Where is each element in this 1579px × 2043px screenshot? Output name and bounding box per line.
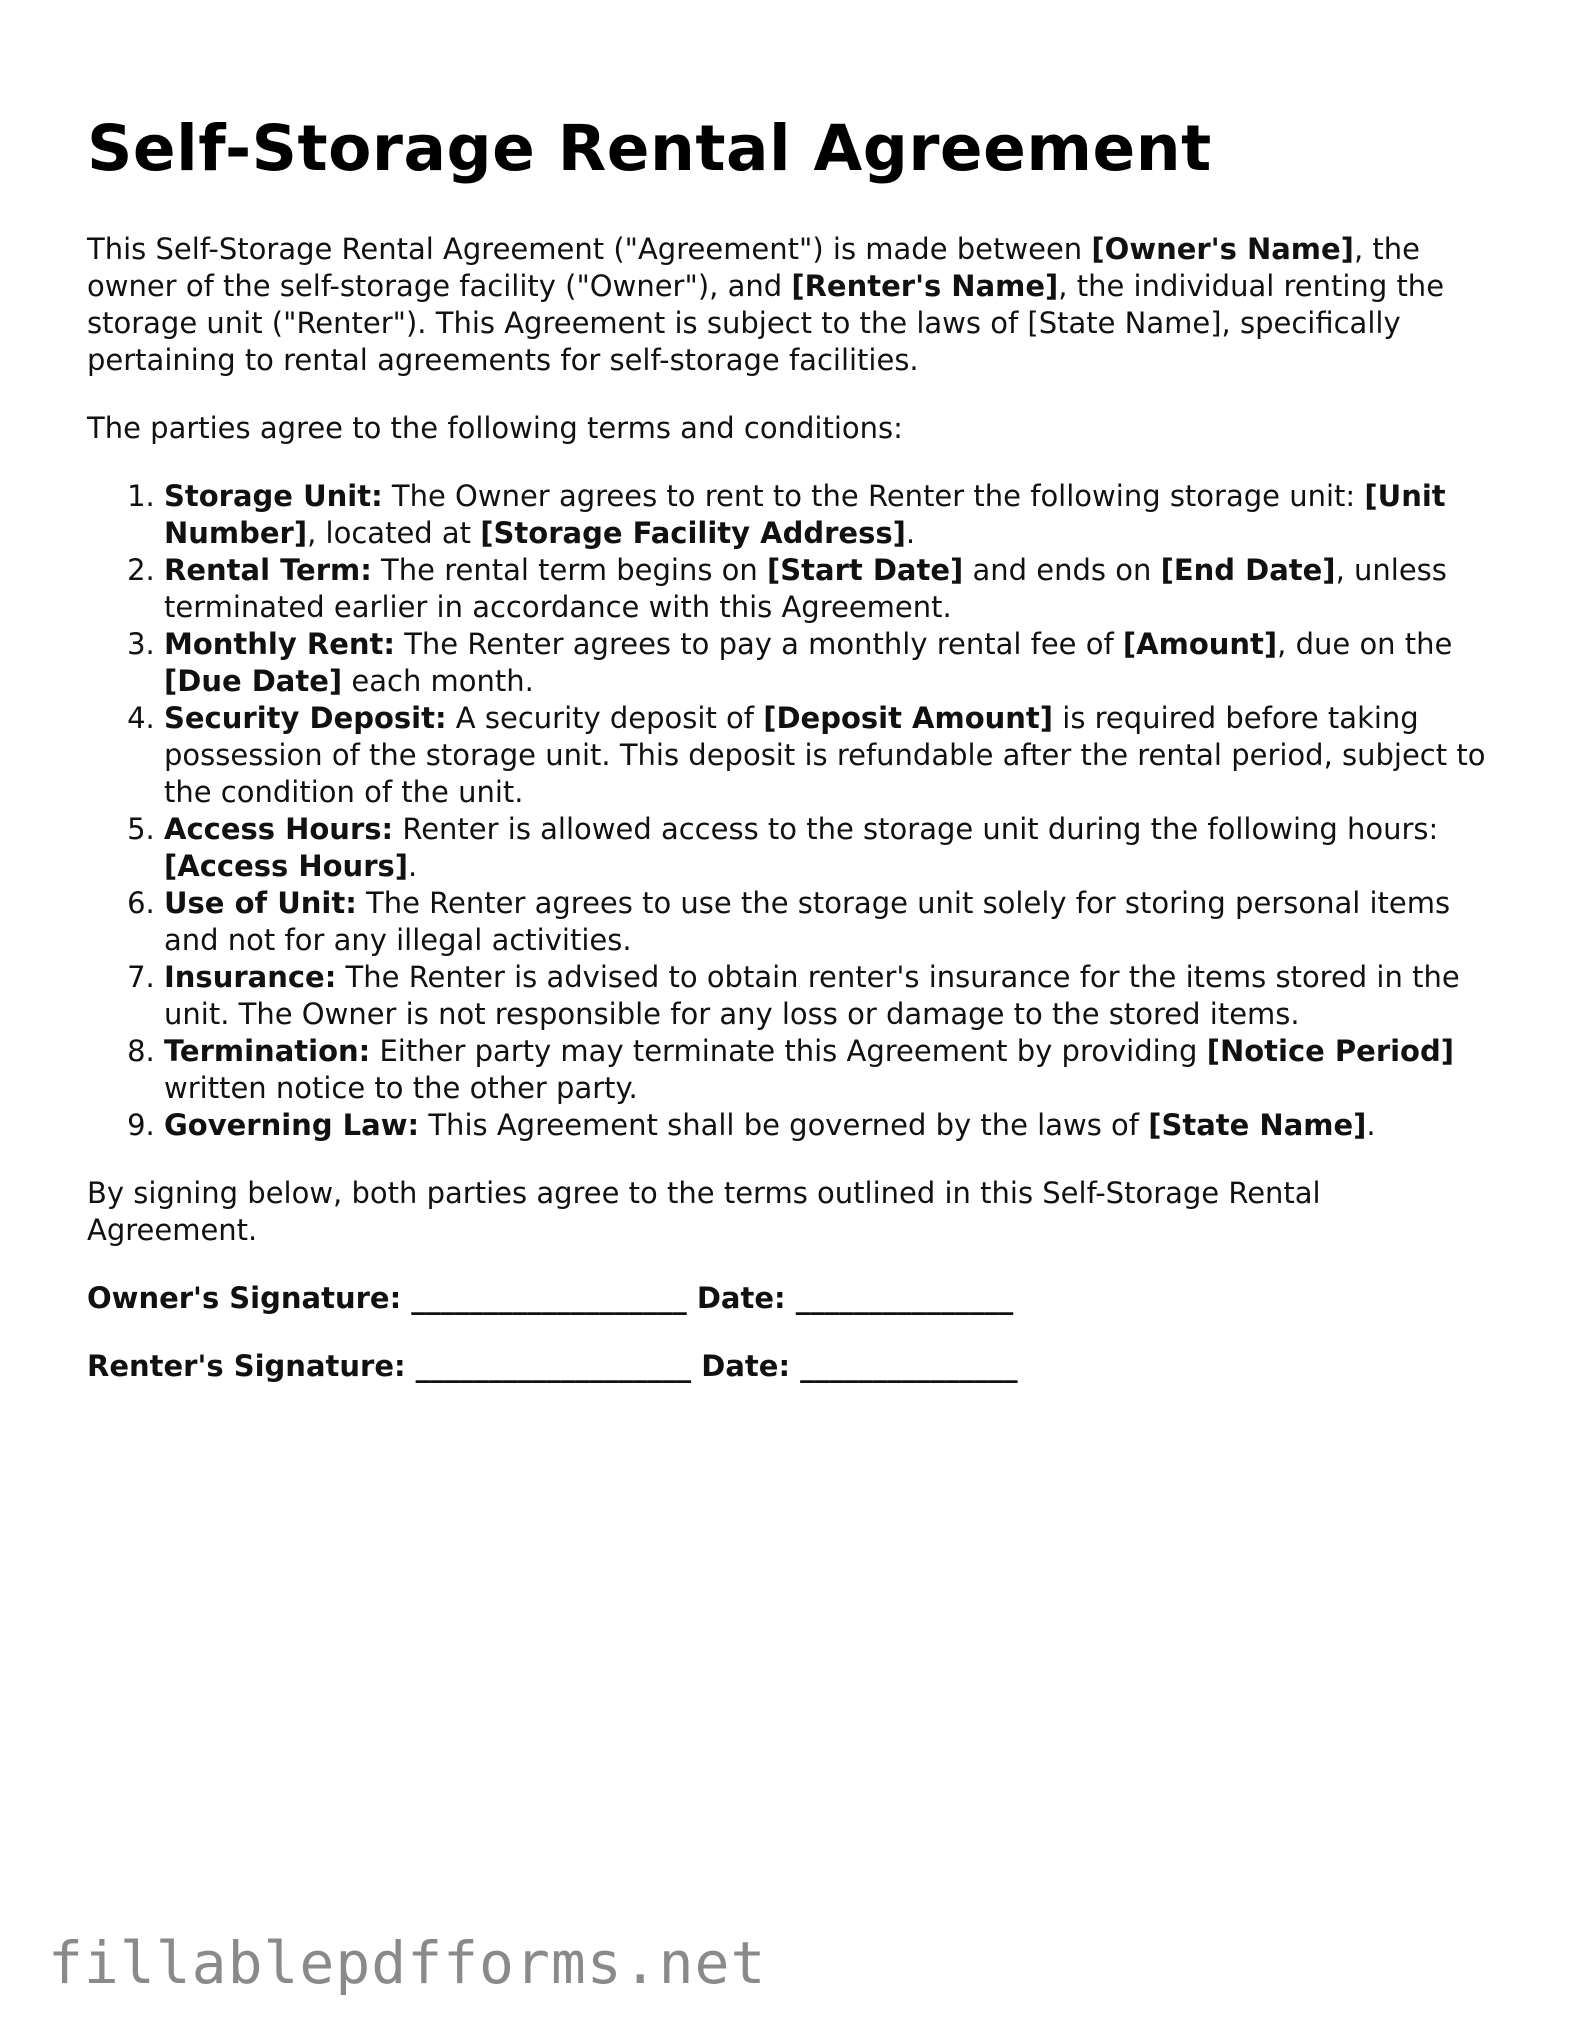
term-heading: Storage Unit:: [164, 479, 383, 513]
term-use-of-unit: [164, 885, 1497, 959]
due-date-field: [Due Date]: [164, 664, 343, 698]
term-text: The rental term begins on: [371, 553, 767, 587]
intro-text: , the owner of the self-storage facility ("Owner"), and: [87, 232, 1420, 303]
unit-number-field: [Unit Number]: [164, 479, 1446, 550]
closing-paragraph: By signing below, both parties agree to the terms outlined in this Self-Storage Rental Agreement.: [87, 1176, 1321, 1247]
renter-signature-line[interactable]: Renter's Signature: ___________________ Date: _______________: [87, 1349, 1018, 1383]
term-text: The Renter agrees to use the storage unit solely for storing personal items and not for any illegal activities.: [164, 886, 1451, 957]
term-text: The Renter is advised to obtain renter's insurance for the items stored in the unit. The Owner is not responsible for any loss or damage to the stored items.: [164, 960, 1460, 1031]
start-date-field: [Start Date]: [767, 553, 964, 587]
term-text: Renter is allowed access to the storage unit during the following hours:: [393, 812, 1439, 846]
intro-paragraph: [87, 231, 1497, 379]
term-text: , located at: [307, 516, 481, 550]
term-heading: Termination:: [164, 1034, 371, 1068]
term-insurance: [164, 959, 1497, 1033]
intro-text: This Self-Storage Rental Agreement ("Agreement") is made between: [87, 232, 1092, 266]
state-name-field: [State Name]: [1148, 1108, 1367, 1142]
term-text: and ends on: [963, 553, 1161, 587]
term-text: .: [408, 849, 418, 883]
term-text: , unless terminated earlier in accordance with this Agreement.: [164, 553, 1447, 624]
intro-text: , the individual renting the storage unit ("Renter"). This Agreement is subject to the laws of [State Name], specifically pertaining to rental agreements for self-storage facilities.: [87, 269, 1445, 377]
term-heading: Monthly Rent:: [164, 627, 395, 661]
terms-list: [87, 478, 1497, 1144]
term-text: .: [905, 516, 916, 550]
term-heading: Use of Unit:: [164, 886, 357, 920]
term-security-deposit: [164, 700, 1497, 811]
term-heading: Security Deposit:: [164, 701, 447, 735]
term-text: .: [1366, 1108, 1376, 1142]
term-heading: Rental Term:: [164, 553, 372, 587]
amount-field: [Amount]: [1122, 627, 1278, 661]
owner-signature-line[interactable]: Owner's Signature: ___________________ Date: _______________: [87, 1281, 1014, 1315]
term-text: , due on the: [1277, 627, 1453, 661]
access-hours-field: [Access Hours]: [164, 849, 409, 883]
term-monthly-rent: [164, 626, 1497, 700]
term-rental-term: [164, 552, 1497, 626]
page-title: Self-Storage Rental Agreement: [87, 112, 1212, 185]
agreement-document: [87, 104, 1497, 1385]
watermark: fillablepdfforms.net: [48, 1929, 767, 1997]
term-access-hours: [164, 811, 1497, 885]
term-heading: Governing Law:: [164, 1108, 420, 1142]
facility-address-field: [Storage Facility Address]: [480, 516, 906, 550]
renter-name-field: [Renter's Name]: [791, 269, 1059, 303]
owner-name-field: [Owner's Name]: [1091, 232, 1354, 266]
term-text: This Agreement shall be governed by the laws of: [419, 1108, 1149, 1142]
term-text: each month.: [342, 664, 534, 698]
term-text: The Renter agrees to pay a monthly rental fee of: [394, 627, 1123, 661]
term-text: Either party may terminate this Agreement by providing: [370, 1034, 1207, 1068]
term-storage-unit: [164, 478, 1497, 552]
term-text: is required before taking possession of the storage unit. This deposit is refundable after the rental period, subject to the condition of the unit.: [164, 701, 1486, 809]
term-governing-law: [164, 1107, 1497, 1144]
term-text: written notice to the other party.: [164, 1071, 638, 1105]
deposit-amount-field: [Deposit Amount]: [763, 701, 1054, 735]
terms-lead: The parties agree to the following terms and conditions:: [87, 411, 903, 445]
term-text: The Owner agrees to rent to the Renter the following storage unit:: [382, 479, 1365, 513]
end-date-field: [End Date]: [1160, 553, 1336, 587]
term-termination: [164, 1033, 1497, 1107]
term-text: A security deposit of: [446, 701, 764, 735]
notice-period-field: [Notice Period]: [1206, 1034, 1454, 1068]
term-heading: Insurance:: [164, 960, 337, 994]
term-heading: Access Hours:: [164, 812, 394, 846]
